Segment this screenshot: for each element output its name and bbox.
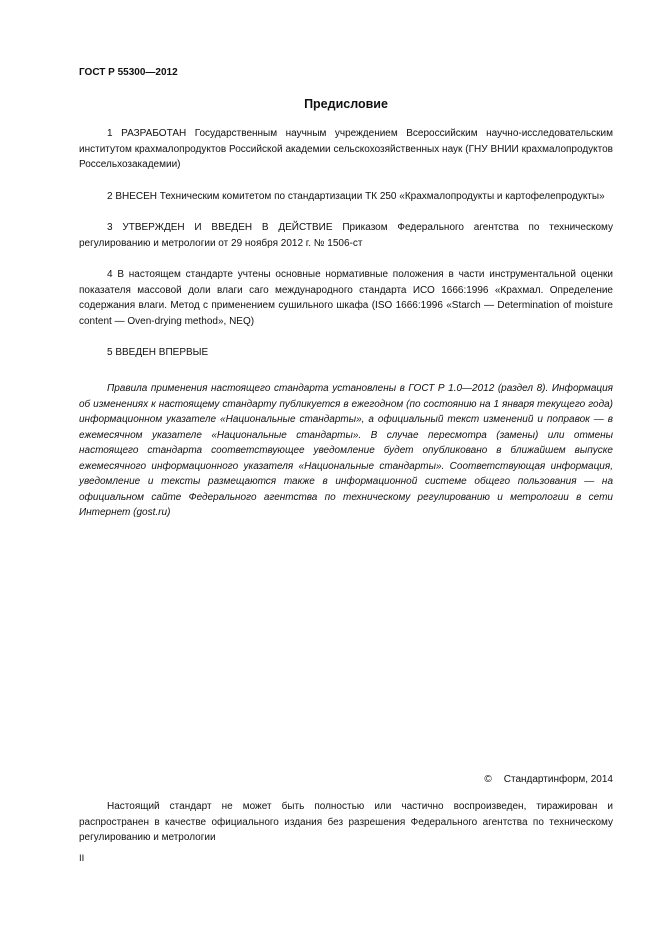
preface-items [79,126,613,377]
copyright-line [484,774,613,785]
preface-item-5: 5 ВВЕДЕН ВПЕРВЫЕ [107,347,209,358]
reproduction-notice: Настоящий стандарт не может быть полностью или частично воспроизведен, тиражирован и распространен в качестве официального издания без разрешения Федерального агентства по техническому регулированию и метрологии [79,801,613,843]
standard-id-header: ГОСТ Р 55300—2012 [79,67,178,78]
preface-item-2: 2 ВНЕСЕН Техническим комитетом по стандартизации ТК 250 «Крахмалопродукты и картофелепродукты» [107,190,605,202]
preface-item-4: 4 В настоящем стандарте учтены основные нормативные положения в части инструментальной оценки показателя массовой доли влаги саго международного стандарта ИСО 1666:1996 «Крахмал. Определение содержания влаги. Метод с применением сушильного шкафа (ISO 1666:1996 «Starch — Determination of moisture content — Oven-drying method», NEQ) [79,269,613,327]
preface-item-3: 3 УТВЕРЖДЕН И ВВЕДЕН В ДЕЙСТВИЕ Приказом Федерального агентства по техническому регулированию и метрологии от 29 ноября 2012 г. № 1506-ст [79,222,613,249]
copyright-symbol: © [484,774,492,785]
preface-item-1: 1 РАЗРАБОТАН Государственным научным учреждением Всероссийским научно-исследовательским институтом крахмалопродуктов Российской академии сельскохозяйственных наук (ГНУ ВНИИ крахмалопродуктов Россельхозакадемии) [79,128,613,170]
application-rules-note: Правила применения настоящего стандарта установлены в ГОСТ Р 1.0—2012 (раздел 8). Информация об изменениях к настоящему стандарту публикуется в ежегодном (по состоянию на 1 января текущего года) информационном указателе «Национальные стандарты», а официальный текст изменений и поправок — в ежемесячном указателе «Национальные стандарты». В случае пересмотра (замены) или отмены настоящего стандарта соответствующее уведомление будет опубликовано в ближайшем выпуске ежемесячного информационного указателя «Национальные стандарты». Соответствующая информация, уведомление и тексты размещаются также в информационной системе общего пользования — на официальном сайте Федерального агентства по техническому регулированию и метрологии в сети Интернет (gost.ru) [79,383,613,518]
page-number: II [79,853,85,864]
page-title: Предисловие [304,97,388,111]
copyright-text: Стандартинформ, 2014 [503,774,613,785]
